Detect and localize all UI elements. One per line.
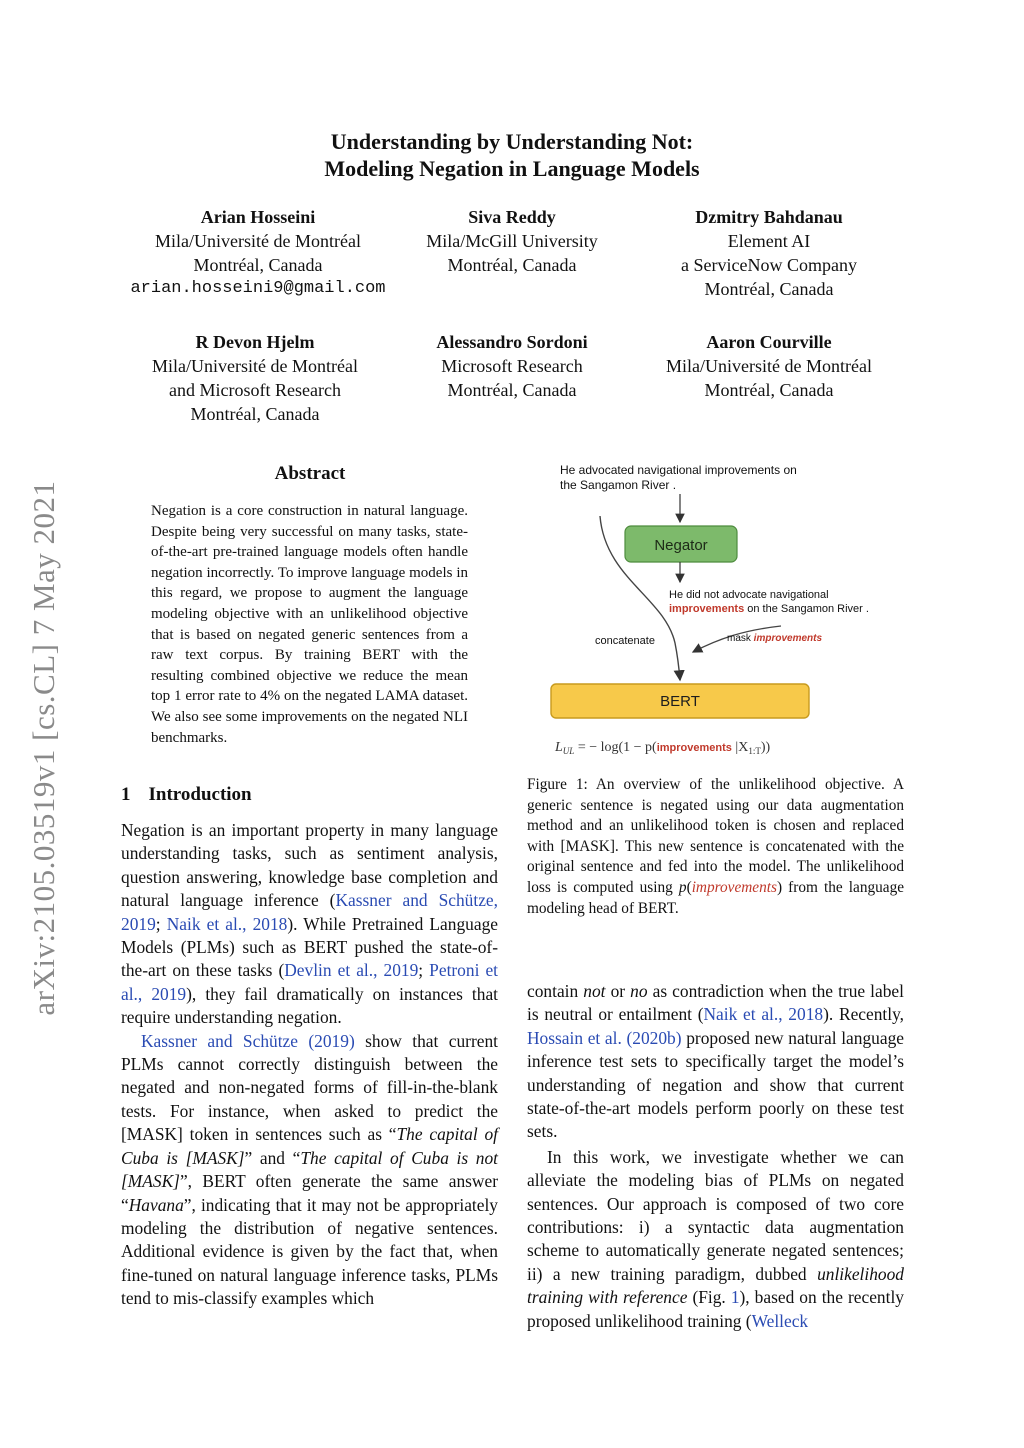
author-affiliation: Microsoft Research — [441, 356, 583, 376]
citation-link[interactable]: Kassner and Schütze (2019) — [141, 1030, 355, 1051]
arxiv-stamp: arXiv:2105.03519v1 [cs.CL] 7 May 2021 — [26, 480, 61, 1016]
section-heading — [121, 784, 252, 806]
section-number: 1 — [121, 784, 131, 805]
author-location: Montréal, Canada — [704, 279, 834, 299]
author-block — [120, 330, 390, 426]
author-block — [392, 330, 632, 402]
figure-1-caption: Figure 1: An overview of the unlikelihood objective. A generic sentence is negated using our data augmentation method and an unlikelihood token is chosen and replaced with [MASK]. This new sentence is concatenated with the original sentence and fed into the model. The unlikelihood loss is computed using p(improvements) from the language modeling head of BERT. — [527, 776, 905, 917]
figure-1-diagram — [545, 458, 915, 763]
intro-paragraph-2: Kassner and Schütze (2019) show that current PLMs cannot correctly distinguish between the negated and non-negated forms of fill-in-the-blank tests. For instance, when asked to predict the [MASK] token in sentences such as “The capital of Cuba is [MASK]” and “The capital of Cuba is not [MASK]”, BERT often generate the same answer “Havana”, indicating that it may not be appropriately modeling the distribution of negative sentences. Additional evidence is given by the fact that, when fine-tuned on natural language inference tasks, PLMs tend to mis-classify examples which — [121, 1030, 498, 1309]
bert-label: BERT — [660, 693, 700, 710]
author-location: Montréal, Canada — [193, 255, 323, 275]
left-column — [121, 819, 498, 1311]
citation-link[interactable]: Hossain et al. (2020b) — [527, 1027, 682, 1048]
author-name: R Devon Hjelm — [195, 332, 315, 352]
input-sentence-line-1: He advocated navigational improvements on — [560, 463, 797, 477]
citation-link[interactable]: Devlin et al., 2019 — [284, 960, 419, 981]
citation-link[interactable]: Naik et al., 2018 — [703, 1004, 824, 1025]
paper-title — [0, 128, 1024, 182]
section-title: Introduction — [148, 784, 252, 805]
citation-link[interactable]: Kassner and Schütze, 2019 — [121, 890, 498, 934]
figure-reference-link[interactable]: 1 — [730, 1287, 740, 1308]
author-location: Montréal, Canada — [190, 404, 320, 424]
author-location: Montréal, Canada — [704, 380, 834, 400]
input-sentence-line-2: the Sangamon River . — [560, 478, 677, 492]
negator-label: Negator — [654, 537, 708, 554]
author-affiliation: Mila/McGill University — [426, 231, 598, 251]
citation-link[interactable]: Petroni et al., 2019 — [121, 960, 499, 1004]
author-name: Siva Reddy — [468, 207, 556, 227]
author-name: Aaron Courville — [706, 332, 832, 352]
right-column — [527, 980, 904, 1333]
author-affiliation: and Microsoft Research — [169, 380, 341, 400]
author-affiliation: Mila/Université de Montréal — [155, 231, 361, 251]
author-block — [640, 205, 898, 301]
author-affiliation: Mila/Université de Montréal — [666, 356, 872, 376]
loss-formula: $L_{UL}$ = − log(1 − p(improvements $|X_{1:T}$)) — [555, 740, 771, 756]
abstract-heading: Abstract — [274, 463, 346, 484]
author-email[interactable]: arian.hosseini9@gmail.com — [130, 279, 386, 298]
author-name: Alessandro Sordoni — [436, 332, 588, 352]
author-block — [395, 205, 629, 277]
author-block — [640, 330, 898, 402]
title-line-1: Understanding by Understanding Not: — [330, 129, 694, 154]
mask-label: mask improvements — [727, 633, 823, 644]
author-block — [100, 205, 416, 301]
intro-paragraph-4: In this work, we investigate whether we can alleviate the modeling bias of PLMs on negated sentences. Our approach is composed of two core contributions: i) a syntactic data augmentation scheme to automatically generate negated sentences; ii) a new training paradigm, dubbed unlikelihood training with reference (Fig. 1), based on the recently proposed unlikelihood training (Welleck — [527, 1146, 904, 1331]
author-affiliation: Element AI — [727, 231, 811, 251]
concatenate-label: concatenate — [595, 635, 655, 647]
author-name: Dzmitry Bahdanau — [695, 207, 843, 227]
citation-link[interactable]: Welleck — [751, 1310, 809, 1331]
negated-sentence-line-2: improvements on the Sangamon River . — [669, 603, 869, 615]
intro-paragraph-3: contain not or no as contradiction when the true label is neutral or entailment (Naik et al., 2018). Recently, Hossain et al. (2020b) proposed new natural language inference test sets to specifically target the model’s understanding of negation and show that current state-of-the-art models perform poorly on these test sets. — [527, 981, 904, 1142]
author-affiliation: a ServiceNow Company — [681, 255, 857, 275]
title-line-2: Modeling Negation in Language Models — [324, 156, 700, 181]
negated-sentence-line-1: He did not advocate navigational — [669, 589, 829, 601]
abstract-text: Negation is a core construction in natural language. Despite being very successful on many tasks, state-of-the-art pre-trained language models often handle negation incorrectly. To improve language models in this regard, we propose to augment the language modeling objective with an unlikelihood objective that is based on negated generic sentences from a raw text corpus. By training BERT with the resulting combined objective we reduce the mean top 1 error rate to 4% on the negated LAMA dataset. We also see some improvements on the negated NLI benchmarks. — [151, 503, 468, 746]
author-location: Montréal, Canada — [447, 380, 577, 400]
citation-link[interactable]: Naik et al., 2018 — [166, 913, 288, 934]
intro-paragraph-1: Negation is an important property in many language understanding tasks, such as sentiment analysis, question answering, knowledge base completion and natural language inference (Kassner and Schütze, 2019; Naik et al., 2018). While Pretrained Language Models (PLMs) such as BERT pushed the state-of-the-art on these tasks (Devlin et al., 2019; Petroni et al., 2019), they fail dramatically on instances that require understanding negation. — [121, 820, 499, 1028]
author-affiliation: Mila/Université de Montréal — [152, 356, 358, 376]
author-location: Montréal, Canada — [447, 255, 577, 275]
author-name: Arian Hosseini — [200, 207, 316, 227]
